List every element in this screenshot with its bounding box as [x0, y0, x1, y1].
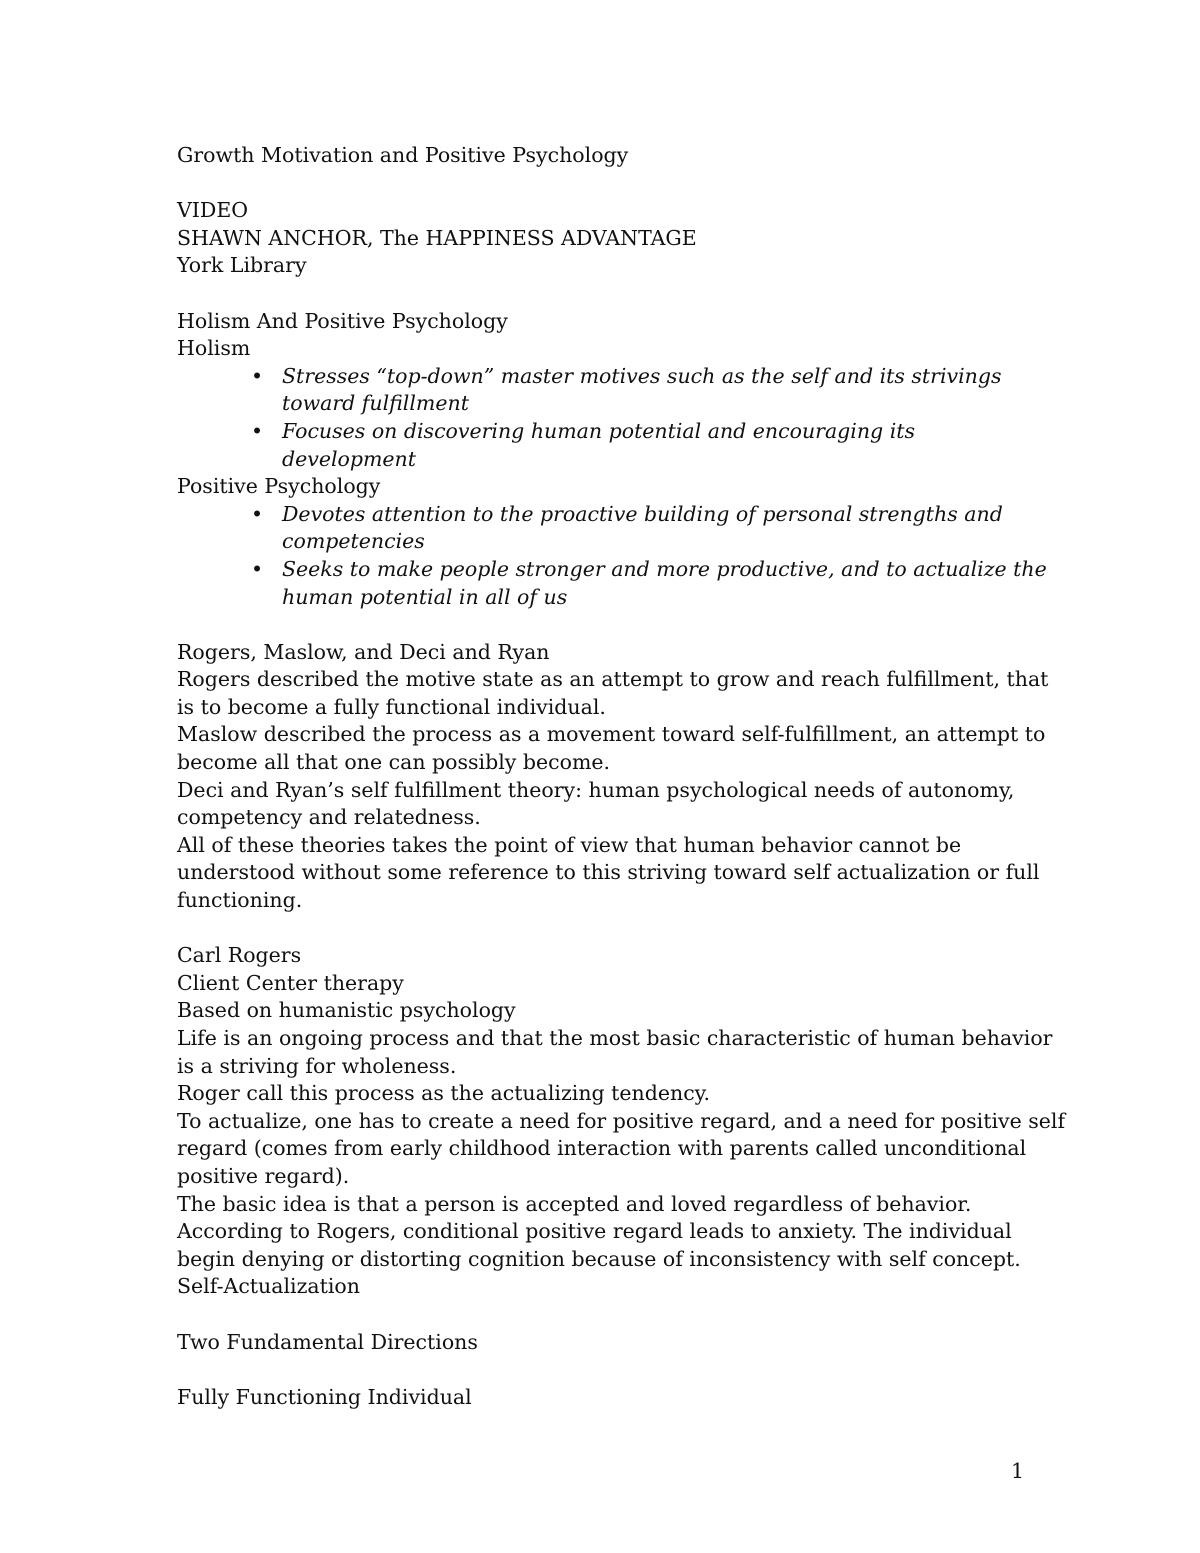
text-line: Roger call this process as the actualizing tendency. [177, 1081, 711, 1106]
page-number: 1 [1011, 1459, 1025, 1483]
document-title: Growth Motivation and Positive Psychology [177, 143, 629, 167]
text-line: All of these theories takes the point of view that human behavior cannot be [177, 832, 962, 857]
video-location: York Library [177, 253, 307, 278]
list-item: • Seeks to make people stronger and more productive, and to actualize the human potential in all of us [251, 556, 1047, 609]
text-line: regard (comes from early childhood interaction with parents called unconditional [177, 1136, 1027, 1161]
text-line: Self-Actualization [177, 1274, 360, 1299]
section-heading: Carl Rogers [177, 943, 302, 968]
text-line: is a striving for wholeness. [177, 1053, 457, 1078]
bullet-icon: • [251, 501, 264, 526]
document-body [177, 142, 1066, 1411]
bullet-icon: • [251, 363, 264, 388]
text-line: Rogers described the motive state as an attempt to grow and reach fulfillment, that [177, 667, 1049, 692]
bullet-icon: • [251, 556, 264, 581]
text-line: Maslow described the process as a movement toward self-fulfillment, an attempt to [177, 722, 1046, 747]
text-line: become all that one can possibly become. [177, 750, 611, 775]
carl-rogers-section [177, 942, 1066, 1301]
text-line: understood without some reference to this striving toward self actualization or full [177, 860, 1040, 885]
list-item: • Focuses on discovering human potential and encouraging its development [251, 418, 916, 471]
text-line: competency and relatedness. [177, 805, 481, 830]
text-line: Based on humanistic psychology [177, 998, 516, 1023]
text-line: The basic idea is that a person is accepted and loved regardless of behavior. [177, 1191, 972, 1216]
two-directions-heading: Two Fundamental Directions [177, 1329, 478, 1354]
text-line: is to become a fully functional individual. [177, 694, 606, 719]
text-line: According to Rogers, conditional positive regard leads to anxiety. The individual [177, 1219, 1012, 1244]
holism-section-heading: Holism And Positive Psychology [177, 308, 508, 333]
section-heading: Rogers, Maslow, and Deci and Ryan [177, 639, 550, 664]
text-line: Deci and Ryan’s self fulfillment theory: human psychological needs of autonomy, [177, 777, 1015, 802]
holism-label: Holism [177, 336, 251, 361]
text-line: begin denying or distorting cognition because of inconsistency with self concept. [177, 1246, 1021, 1271]
fully-functioning-heading: Fully Functioning Individual [177, 1384, 472, 1409]
holism-bullet-list [177, 363, 1037, 473]
list-item: • Devotes attention to the proactive building of personal strengths and competencies [251, 501, 1003, 554]
video-label: VIDEO [177, 198, 249, 223]
list-item: • Stresses “top-down” master motives such as the self and its strivings toward fulfillment [251, 363, 1002, 416]
text-line: Life is an ongoing process and that the most basic characteristic of human behavior [177, 1026, 1053, 1050]
text-line: To actualize, one has to create a need for positive regard, and a need for positive self [177, 1108, 1066, 1133]
text-line: positive regard). [177, 1163, 350, 1188]
positive-psychology-label: Positive Psychology [177, 474, 381, 499]
text-line: functioning. [177, 888, 303, 913]
positive-psychology-bullet-list [177, 501, 1047, 611]
text-line: Client Center therapy [177, 970, 404, 995]
bullet-icon: • [251, 418, 264, 443]
rogers-maslow-section [177, 639, 1049, 915]
video-title: SHAWN ANCHOR, The HAPPINESS ADVANTAGE [177, 225, 697, 250]
